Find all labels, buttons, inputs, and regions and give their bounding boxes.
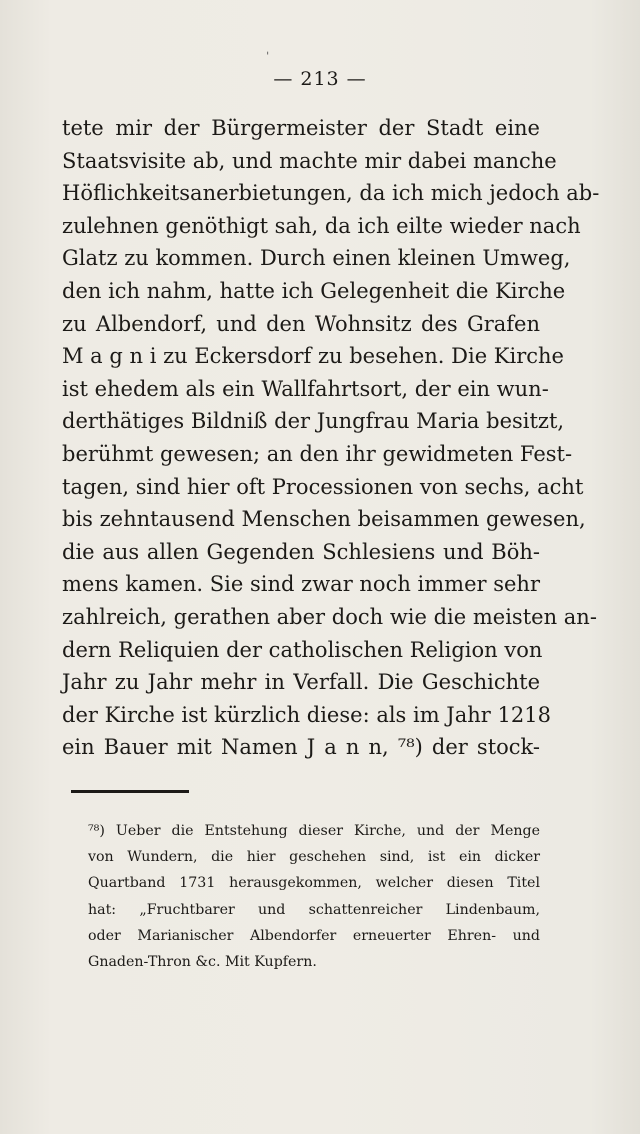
text-line: den ich nahm, hatte ich Gelegenheit die Kirche	[62, 278, 566, 303]
footnote-line: ⁷⁸) Ueber die Entstehung dieser Kirche, und der Menge	[88, 823, 540, 839]
text-line: zulehnen genöthigt sah, da ich eilte wieder nach	[62, 213, 581, 238]
text-line: derthätiges Bildniß der Jungfrau Maria besitzt,	[62, 409, 565, 434]
text-line: zu Albendorf, und den Wohnsitz des Grafen	[62, 311, 540, 336]
text-line: tete mir der Bürgermeister der Stadt eine	[62, 116, 540, 140]
footnote-line: hat: „Fruchtbarer und schattenreicher Lindenbaum,	[88, 901, 540, 918]
footnote-separator	[71, 790, 189, 793]
text-line: die aus allen Gegenden Schlesiens und Böh-	[62, 539, 540, 564]
text-line: dern Reliquien der catholischen Religion von	[62, 637, 543, 662]
text-line: mens kamen. Sie sind zwar noch immer sehr	[62, 572, 540, 597]
text-line: tagen, sind hier oft Processionen von sechs, acht	[62, 474, 584, 499]
main-text	[62, 112, 600, 764]
footnote-line: Quartband 1731 herausgekommen, welcher diesen Titel	[88, 875, 540, 892]
stray-mark: ˌ	[266, 42, 270, 56]
text-line: Höflichkeitsanerbietungen, da ich mich jedoch ab-	[62, 181, 600, 206]
text-line: berühmt gewesen; an den ihr gewidmeten Fest-	[62, 441, 573, 466]
footnote-line: von Wundern, die hier geschehen sind, ist ein dicker	[88, 849, 540, 866]
text-line: zahlreich, gerathen aber doch wie die meisten an-	[62, 604, 597, 629]
page-number-header: — 213 —	[273, 68, 367, 90]
text-line: Staatsvisite ab, und machte mir dabei manche	[62, 148, 557, 173]
text-line: Glatz zu kommen. Durch einen kleinen Umweg,	[62, 246, 571, 271]
footnote-line: oder Marianischer Albendorfer erneuerter Ehren- und	[88, 927, 540, 944]
text-line: Jahr zu Jahr mehr in Verfall. Die Geschichte	[62, 670, 540, 695]
text-line: der Kirche ist kürzlich diese: als im Jahr 1218	[62, 702, 551, 727]
text-line: bis zehntausend Menschen beisammen gewesen,	[62, 507, 586, 532]
text-line: ein Bauer mit Namen J a n n, ⁷⁸) der stock-	[62, 735, 540, 760]
footnote	[88, 818, 540, 975]
text-line: M a g n i zu Eckersdorf zu besehen. Die Kirche	[62, 344, 564, 369]
text-line: ist ehedem als ein Wallfahrtsort, der ein wun-	[62, 376, 549, 401]
footnote-line: Gnaden-Thron &c. Mit Kupfern.	[88, 953, 317, 970]
